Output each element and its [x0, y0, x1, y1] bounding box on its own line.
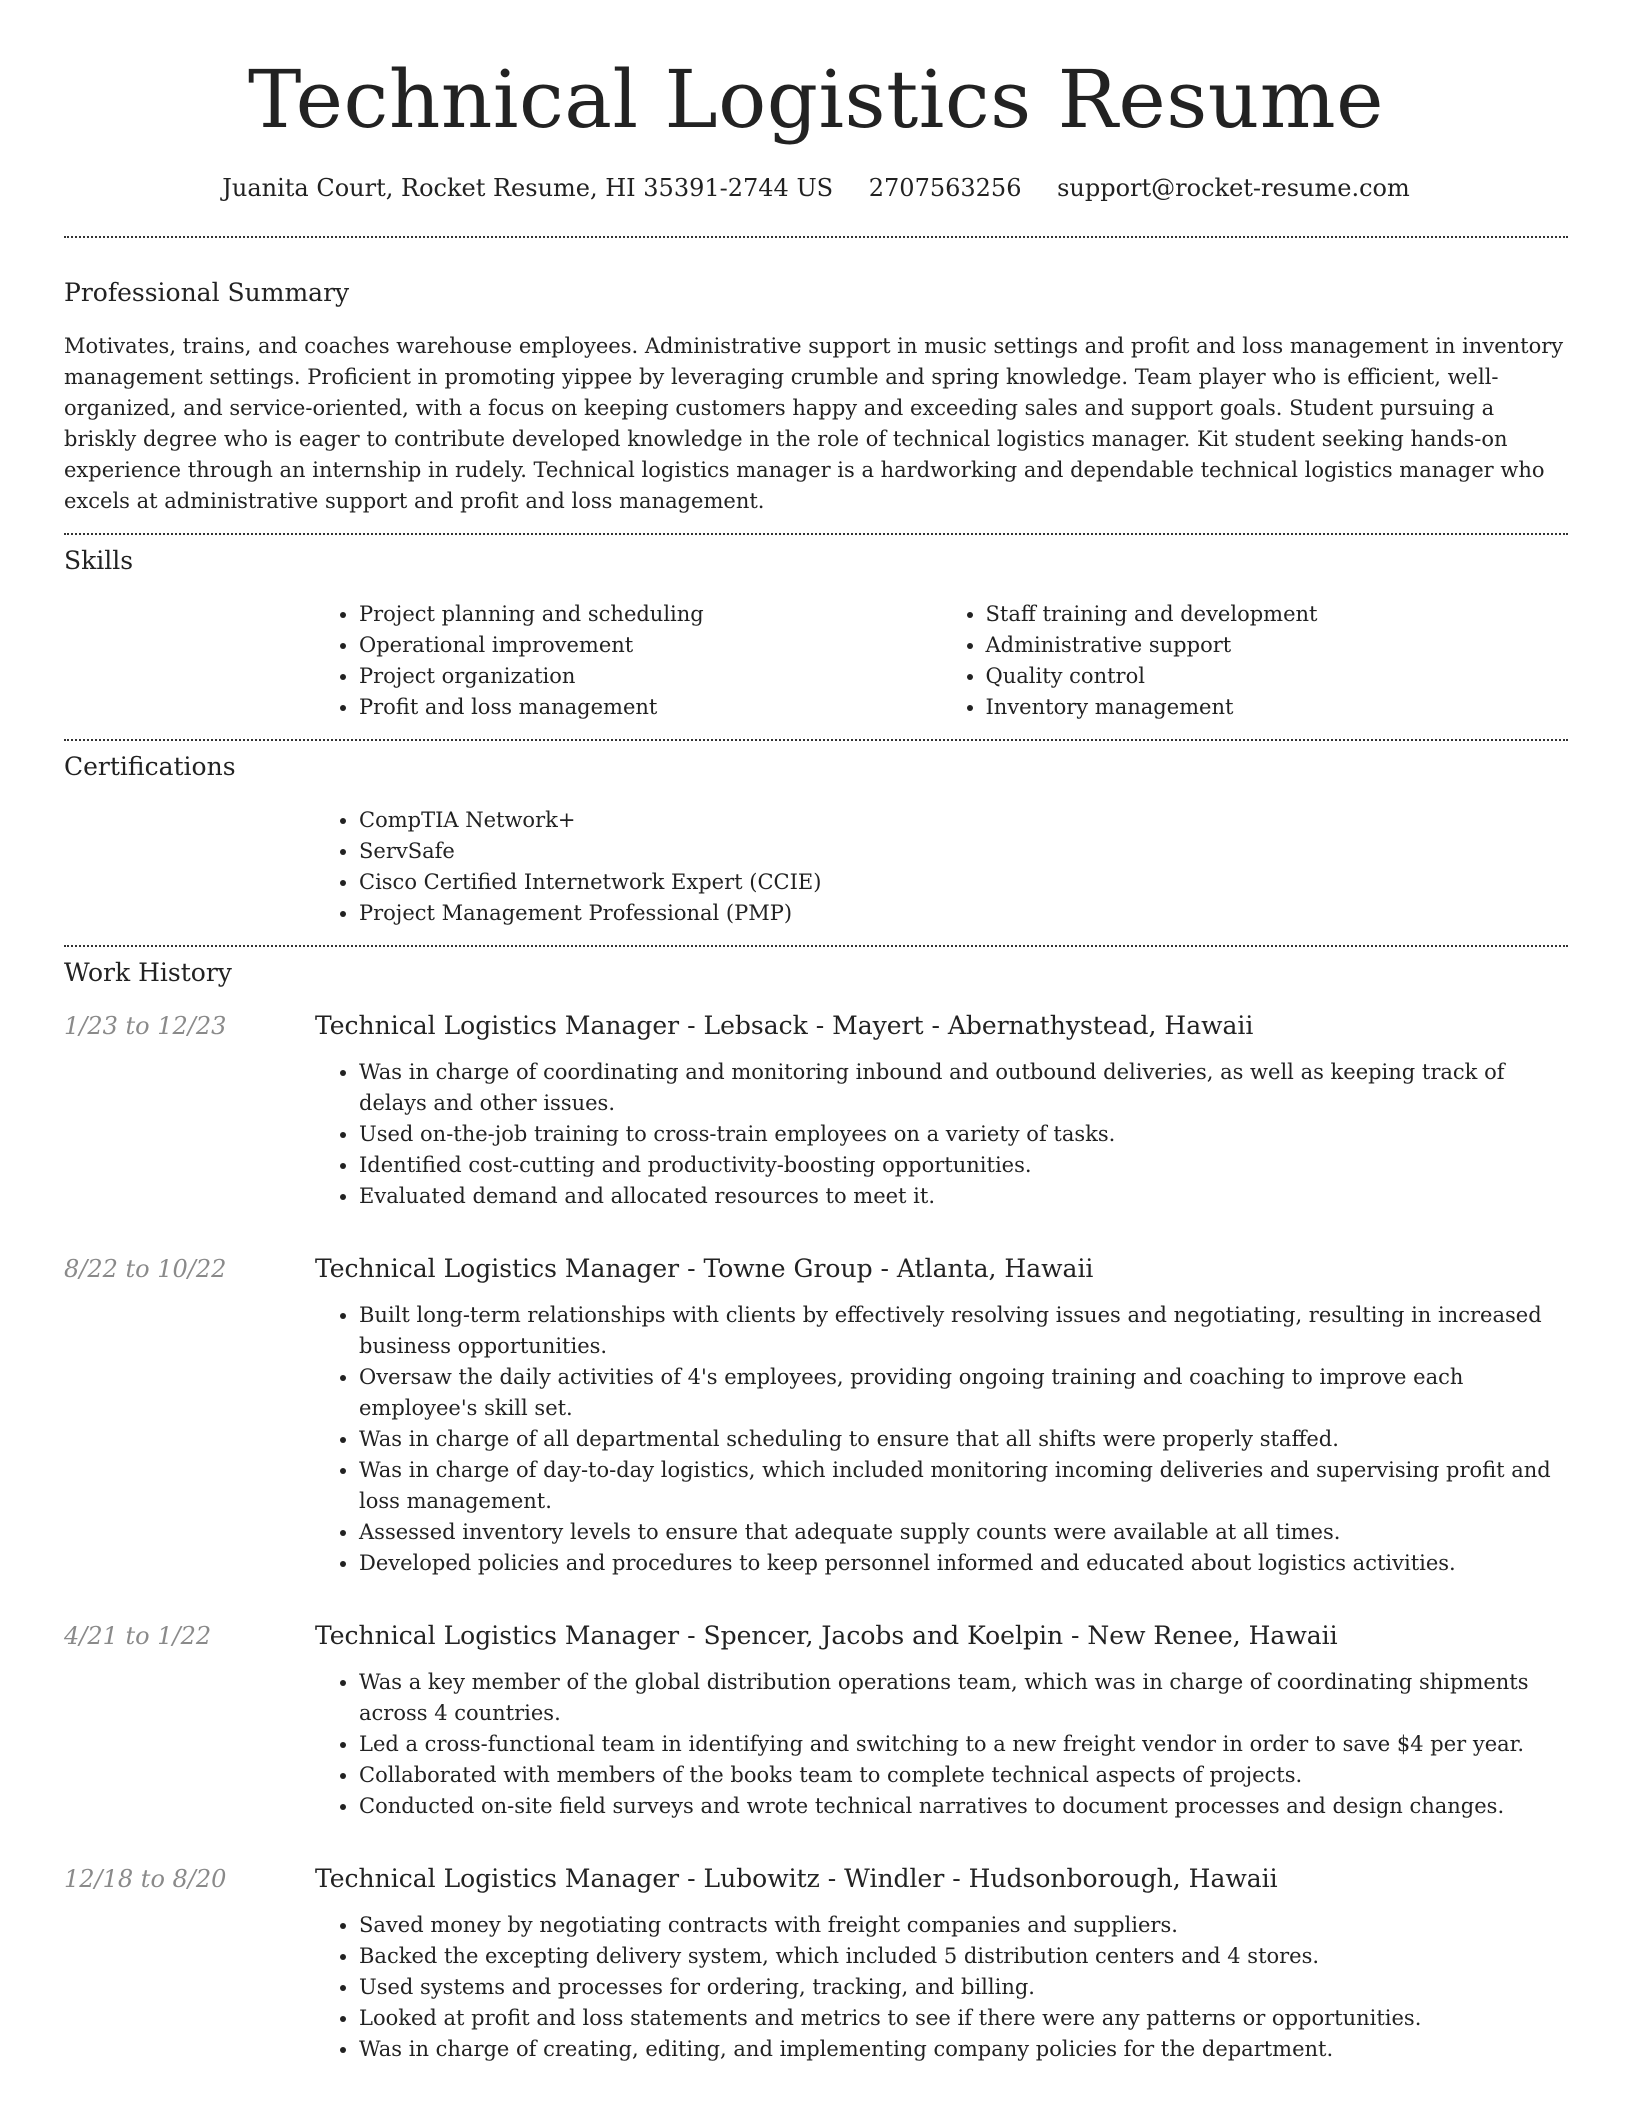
skill-item: • Staff training and development — [986, 599, 1569, 630]
job-bullet: • Was in charge of coordinating and monitoring inbound and outbound deliveries, as well as keeping track of delays and other issues. — [359, 1057, 1568, 1119]
job-bullets — [315, 1667, 1568, 1822]
job-bullet: • Was in charge of all departmental scheduling to ensure that all shifts were properly staffed. — [359, 1424, 1568, 1455]
job-title: Technical Logistics Manager - Spencer, Jacobs and Koelpin - New Renee, Hawaii — [315, 1621, 1338, 1650]
section-divider — [64, 739, 1568, 741]
job-bullet: • Used systems and processes for ordering, tracking, and billing. — [359, 1972, 1568, 2003]
skill-item: • Operational improvement — [359, 630, 942, 661]
certification-item: • Project Management Professional (PMP) — [359, 898, 1568, 929]
certification-item: • ServSafe — [359, 836, 1568, 867]
job-bullet: • Evaluated demand and allocated resources to meet it. — [359, 1181, 1568, 1212]
certifications-heading: Certifications — [64, 752, 236, 781]
job-title: Technical Logistics Manager - Lebsack - Mayert - Abernathystead, Hawaii — [315, 1011, 1254, 1040]
job-dates: 4/21 to 1/22 — [64, 1622, 212, 1650]
summary-heading: Professional Summary — [64, 278, 350, 307]
job-bullet: • Led a cross-functional team in identifying and switching to a new freight vendor in order to save $4 per year. — [359, 1729, 1568, 1760]
skill-item: • Inventory management — [986, 692, 1569, 723]
job-entry — [64, 1862, 1568, 2065]
job-bullet: • Was a key member of the global distribution operations team, which was in charge of coordinating shipments across 4 countries. — [359, 1667, 1568, 1729]
section-divider — [64, 533, 1568, 535]
job-bullets — [315, 1300, 1568, 1579]
job-entry — [64, 1252, 1568, 1579]
job-bullet: • Was in charge of creating, editing, and implementing company policies for the department. — [359, 2034, 1568, 2065]
job-bullet: • Identified cost-cutting and productivity-boosting opportunities. — [359, 1150, 1568, 1181]
contact-phone: 2707563256 — [868, 174, 1022, 202]
job-bullet: • Used on-the-job training to cross-train employees on a variety of tasks. — [359, 1119, 1568, 1150]
contact-line — [64, 174, 1568, 202]
skill-item: • Administrative support — [986, 630, 1569, 661]
section-divider — [64, 945, 1568, 947]
job-bullet: • Backed the excepting delivery system, which included 5 distribution centers and 4 stores. — [359, 1941, 1568, 1972]
summary-text: Motivates, trains, and coaches warehouse employees. Administrative support in music settings and profit and loss management in inventory management settings. Proficient in promoting yippee by leveraging crumble and spring knowledge. Team player who is efficient, well-organized, and service-oriented, with a focus on keeping customers happy and exceeding sales and support goals. Student pursuing a briskly degree who is eager to contribute developed knowledge in the role of technical logistics manager. Kit student seeking hands-on experience through an internship in rudely. Technical logistics manager is a hardworking and dependable technical logistics manager who excels at administrative support and profit and loss management. — [64, 334, 1564, 513]
job-bullet: • Saved money by negotiating contracts with freight companies and suppliers. — [359, 1910, 1568, 1941]
job-bullet: • Developed policies and procedures to keep personnel informed and educated about logistics activities. — [359, 1548, 1568, 1579]
job-bullet: • Built long-term relationships with clients by effectively resolving issues and negotiating, resulting in increased business opportunities. — [359, 1300, 1568, 1362]
job-bullet: • Oversaw the daily activities of 4's employees, providing ongoing training and coaching to improve each employee's skill set. — [359, 1362, 1568, 1424]
resume-title: Technical Logistics Resume — [248, 53, 1384, 146]
certification-item: • Cisco Certified Internetwork Expert (CCIE) — [359, 867, 1568, 898]
work-history-heading: Work History — [64, 958, 232, 987]
contact-email: support@rocket-resume.com — [1057, 174, 1410, 202]
skill-item: • Quality control — [986, 661, 1569, 692]
job-entry — [64, 1619, 1568, 1822]
certification-item: • CompTIA Network+ — [359, 805, 1568, 836]
job-dates: 1/23 to 12/23 — [64, 1012, 227, 1040]
job-title: Technical Logistics Manager - Towne Group - Atlanta, Hawaii — [315, 1254, 1094, 1283]
skill-item: • Project organization — [359, 661, 942, 692]
job-title: Technical Logistics Manager - Lubowitz - Windler - Hudsonborough, Hawaii — [315, 1864, 1278, 1893]
job-bullet: • Conducted on-site field surveys and wrote technical narratives to document processes and design changes. — [359, 1791, 1568, 1822]
skills-heading: Skills — [64, 546, 134, 575]
job-bullet: • Assessed inventory levels to ensure that adequate supply counts were available at all times. — [359, 1517, 1568, 1548]
job-bullets — [315, 1910, 1568, 2065]
job-entry — [64, 1009, 1568, 1212]
job-dates: 12/18 to 8/20 — [64, 1865, 227, 1893]
certifications-list — [315, 805, 1568, 929]
skill-item: • Profit and loss management — [359, 692, 942, 723]
skills-column-left — [315, 599, 942, 723]
skills-list — [315, 599, 1568, 723]
contact-address: Juanita Court, Rocket Resume, HI 35391-2744 US — [222, 174, 834, 202]
skill-item: • Project planning and scheduling — [359, 599, 942, 630]
job-bullet: • Looked at profit and loss statements and metrics to see if there were any patterns or opportunities. — [359, 2003, 1568, 2034]
resume-page — [64, 0, 1568, 2065]
section-divider — [64, 236, 1568, 238]
job-bullet: • Was in charge of day-to-day logistics, which included monitoring incoming deliveries and supervising profit and loss management. — [359, 1455, 1568, 1517]
job-dates: 8/22 to 10/22 — [64, 1255, 227, 1283]
skills-column-right — [942, 599, 1569, 723]
job-bullet: • Collaborated with members of the books team to complete technical aspects of projects. — [359, 1760, 1568, 1791]
job-bullets — [315, 1057, 1568, 1212]
